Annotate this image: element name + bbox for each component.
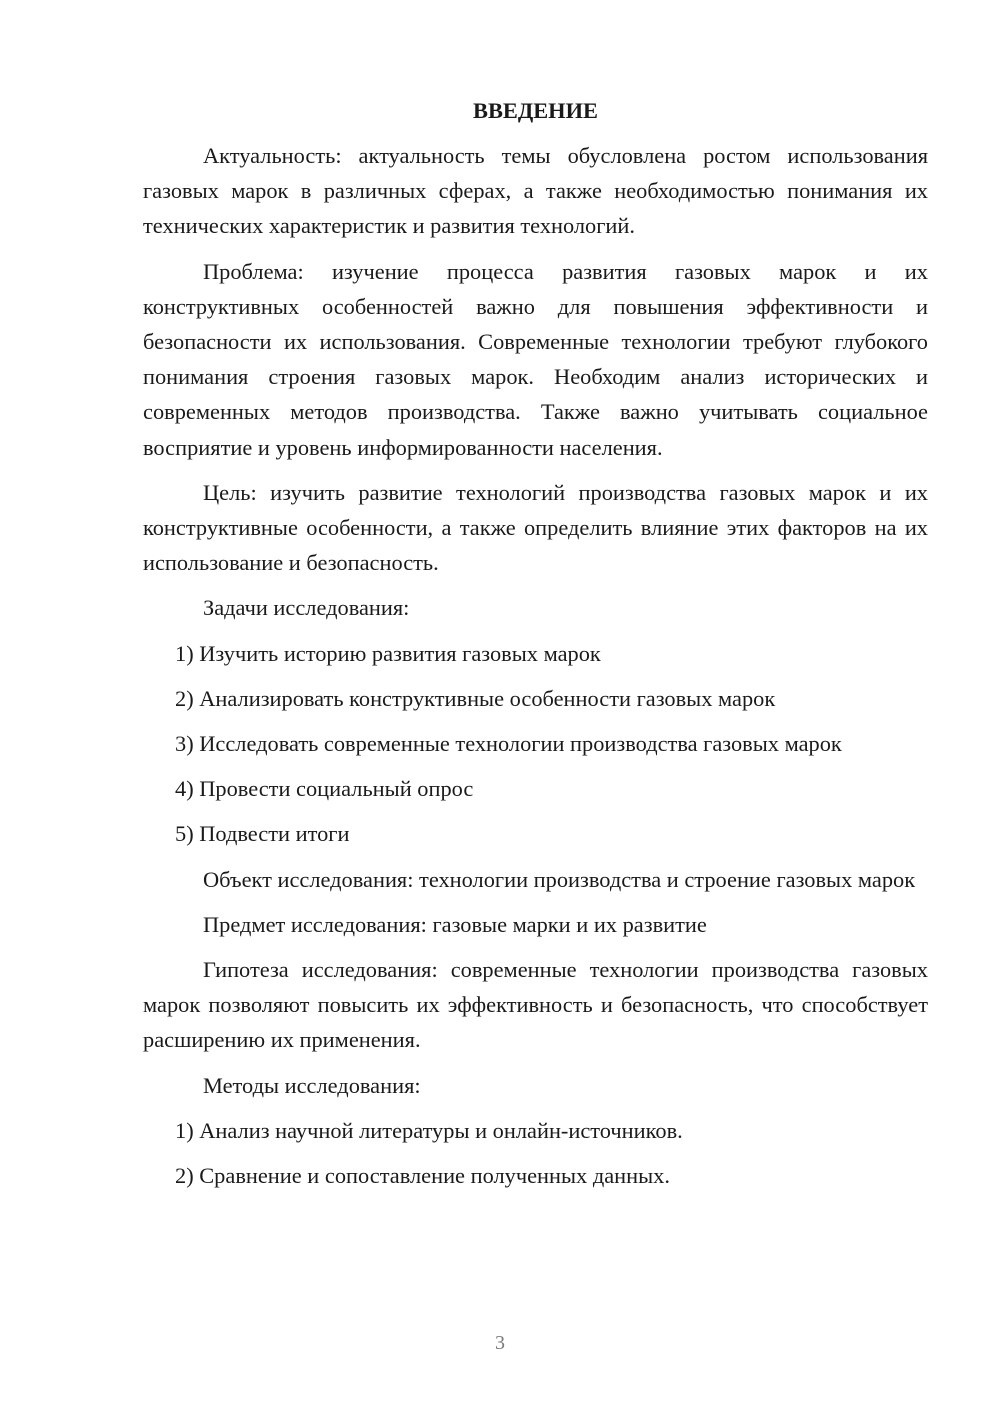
list-item: 5) Подвести итоги: [175, 821, 350, 847]
list-item: 2) Анализировать конструктивные особенности газовых марок: [175, 685, 776, 711]
goal-paragraph: Цель: изучить развитие технологий производства газовых марок и их конструктивные особенности, а также определить влияние этих факторов на их использование и безопасность.: [143, 479, 928, 576]
list-item: 4) Провести социальный опрос: [175, 776, 474, 802]
tasks-list: [143, 636, 928, 852]
methods-heading: Методы исследования:: [203, 1072, 421, 1098]
hypothesis-paragraph: Гипотеза исследования: современные технологии производства газовых марок позволяют повысить их эффективность и безопасность, что способствует расширению их применения.: [143, 957, 928, 1053]
subject-paragraph: Предмет исследования: газовые марки и их развитие: [203, 911, 707, 937]
tasks-heading: Задачи исследования:: [203, 595, 410, 621]
problem-paragraph: Проблема: изучение процесса развития газовых марок и их конструктивных особенностей важно для повышения эффективности и безопасности их использования. Современные технологии требуют глубокого понимания строения газовых марок. Необходим анализ исторических и современных методов производства. Также важно учитывать социальное восприятие и уровень информированности населения.: [143, 258, 928, 460]
section-title: ВВЕДЕНИЕ: [473, 98, 598, 123]
list-item: 1) Изучить историю развития газовых марок: [175, 640, 601, 666]
list-item: 2) Сравнение и сопоставление полученных данных.: [175, 1163, 670, 1189]
relevance-paragraph: Актуальность: актуальность темы обусловлена ростом использования газовых марок в различных сферах, а также необходимостью понимания их технических характеристик и развития технологий.: [143, 143, 928, 239]
methods-list: [143, 1113, 928, 1193]
document-page: [143, 96, 928, 1203]
page-number: 3: [495, 1332, 505, 1354]
list-item: 3) Исследовать современные технологии производства газовых марок: [175, 731, 842, 757]
list-item: 1) Анализ научной литературы и онлайн-источников.: [175, 1117, 683, 1143]
object-paragraph: Объект исследования: технологии производства и строение газовых марок: [203, 866, 916, 892]
